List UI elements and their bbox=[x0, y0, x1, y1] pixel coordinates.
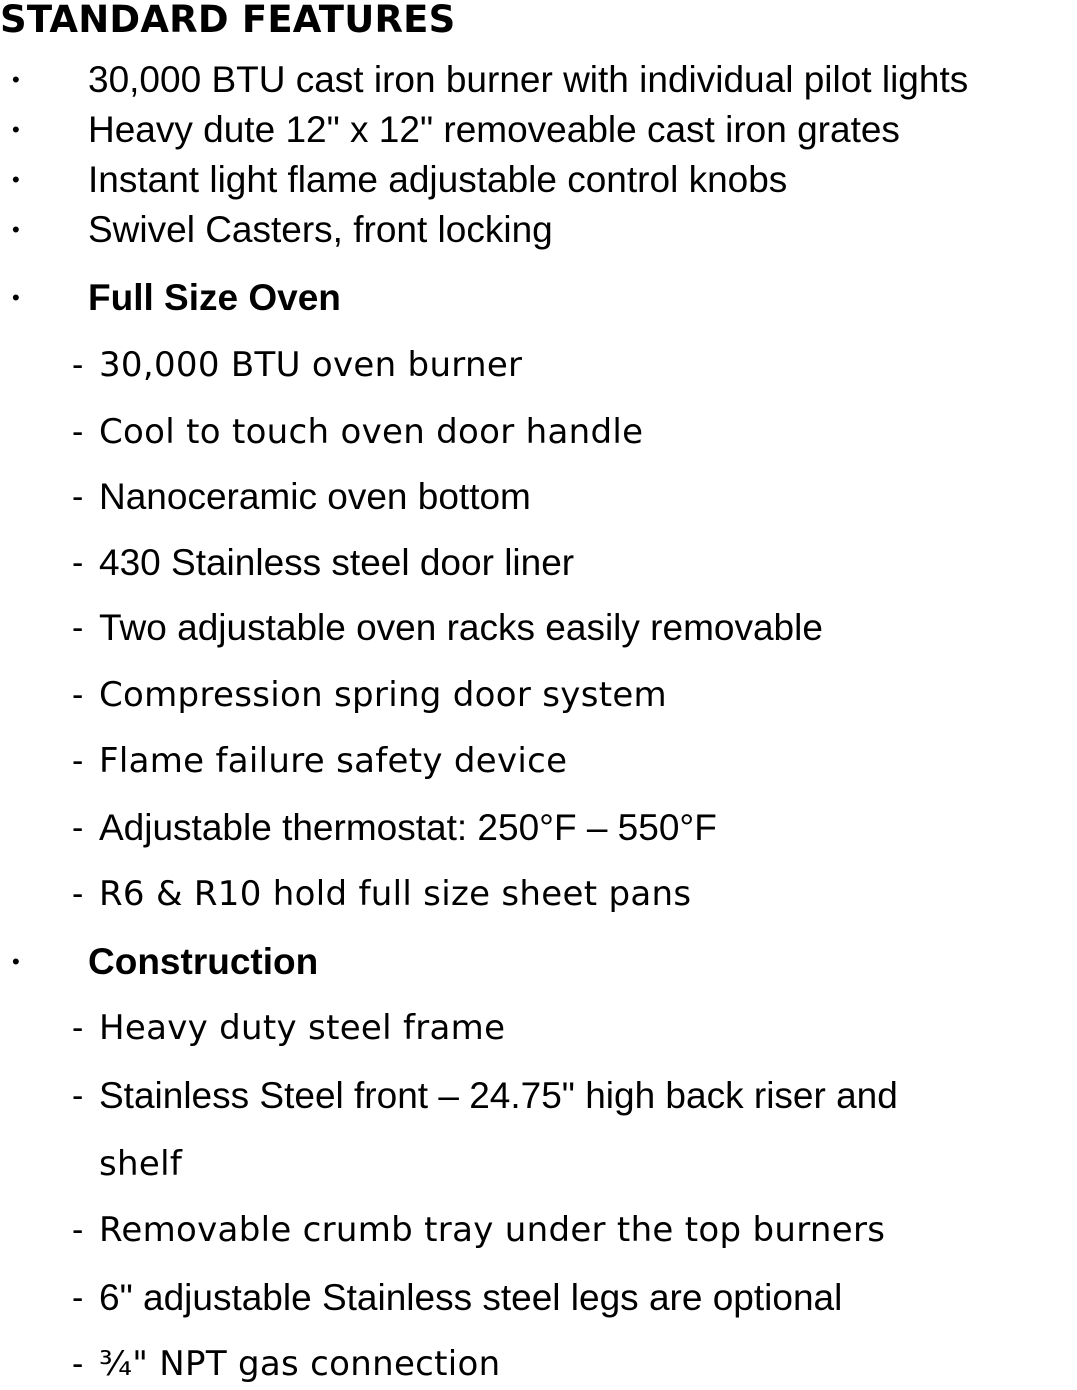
oven-item-text: R6 & R10 hold full size sheet pans bbox=[99, 874, 692, 914]
dash-icon: - bbox=[72, 809, 84, 847]
bullet-icon: • bbox=[12, 949, 20, 974]
dash-icon: - bbox=[72, 544, 84, 582]
feature-text: Swivel Casters, front locking bbox=[88, 209, 553, 250]
oven-item-text: 30,000 BTU oven burner bbox=[99, 345, 523, 385]
oven-item-text: Two adjustable oven racks easily removable bbox=[99, 607, 823, 648]
dash-icon: - bbox=[72, 875, 84, 913]
standard-features-heading: STANDARD FEATURES bbox=[0, 0, 456, 41]
oven-title: Full Size Oven bbox=[88, 277, 341, 318]
dash-icon: - bbox=[72, 413, 84, 451]
construction-title: Construction bbox=[88, 941, 319, 982]
construction-item-text: Heavy duty steel frame bbox=[99, 1008, 506, 1048]
oven-item-text: Adjustable thermostat: 250°F – 550°F bbox=[99, 807, 717, 848]
dash-icon: - bbox=[72, 1009, 84, 1047]
construction-item-text: ¾" NPT gas connection bbox=[99, 1344, 501, 1384]
dash-icon: - bbox=[72, 676, 84, 714]
feature-text: Instant light flame adjustable control knobs bbox=[88, 159, 788, 200]
bullet-icon: • bbox=[12, 67, 20, 92]
feature-text: Heavy dute 12" x 12" removeable cast iron grates bbox=[88, 109, 900, 150]
dash-icon: - bbox=[72, 1211, 84, 1249]
dash-icon: - bbox=[72, 346, 84, 384]
bullet-icon: • bbox=[12, 217, 20, 242]
oven-item-text: Nanoceramic oven bottom bbox=[99, 476, 531, 517]
feature-text: 30,000 BTU cast iron burner with individual pilot lights bbox=[88, 59, 969, 100]
oven-item-text: Flame failure safety device bbox=[99, 741, 568, 781]
dash-icon: - bbox=[72, 609, 84, 647]
bullet-icon: • bbox=[12, 167, 20, 192]
dash-icon: - bbox=[72, 1077, 84, 1115]
dash-icon: - bbox=[72, 742, 84, 780]
construction-item-text: Stainless Steel front – 24.75" high back riser and bbox=[99, 1075, 898, 1116]
construction-item-text: Removable crumb tray under the top burners bbox=[99, 1210, 886, 1250]
oven-item-text: Compression spring door system bbox=[99, 675, 667, 715]
dash-icon: - bbox=[72, 1279, 84, 1317]
dash-icon: - bbox=[72, 1345, 84, 1383]
bullet-icon: • bbox=[12, 117, 20, 142]
construction-item-text: 6" adjustable Stainless steel legs are optional bbox=[99, 1277, 843, 1318]
bullet-icon: • bbox=[12, 285, 20, 310]
dash-icon: - bbox=[72, 478, 84, 516]
oven-item-text: Cool to touch oven door handle bbox=[99, 412, 644, 452]
construction-item-text: shelf bbox=[99, 1144, 183, 1184]
oven-item-text: 430 Stainless steel door liner bbox=[99, 542, 575, 583]
